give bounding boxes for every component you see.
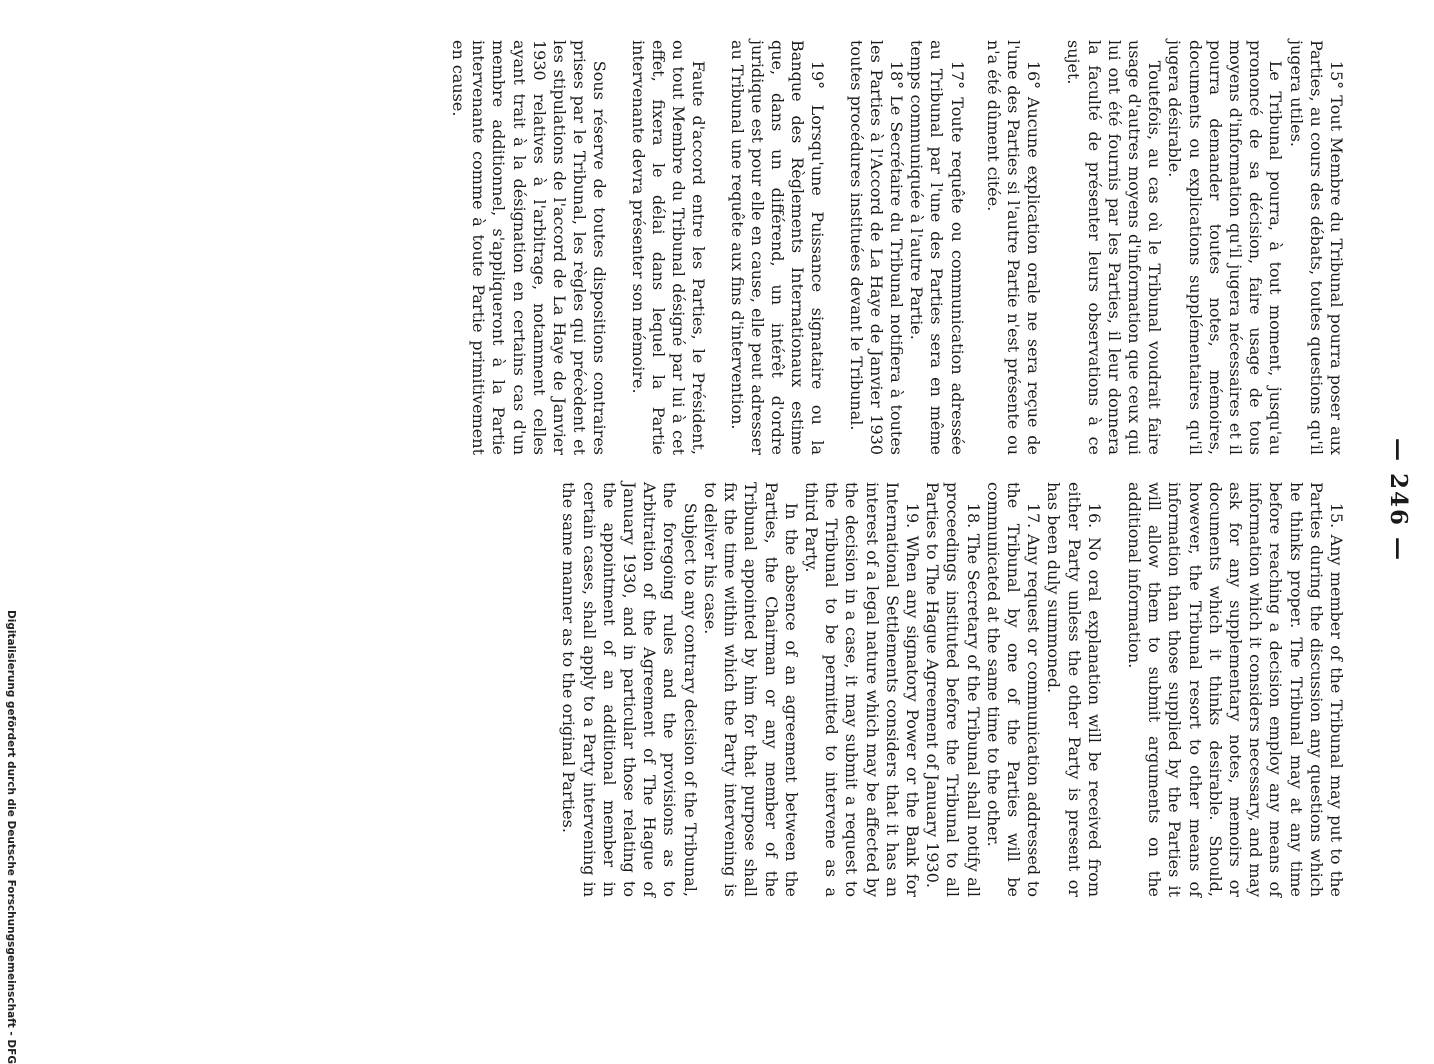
fr-paragraph-16: 16° Aucune explication orale ne sera reçue de l'une des Parties si l'autre Partie n'est présente ou n'a été dûment citée. <box>983 40 1044 455</box>
digitization-footer <box>0 0 20 1064</box>
rotated-page <box>449 0 1420 1000</box>
en-paragraph-19b: In the absence of an agreement between the Parties, the Chairman or any member of the Tribunal appointed by him for that purpose shall fix the time within which the Party intervening is to deliver his case. <box>700 482 801 897</box>
en-paragraph-18: 18. The Secretary of the Tribunal shall notify all proceedings instituted before the Tribunal to all Parties to The Hague Agreement of January 1930. <box>923 482 983 897</box>
fr-paragraph-final: Sous réserve de toutes dispositions contraires prises par le Tribunal, les règles qui précèdent et les stipulations de l'accord de La Haye de Janvier 1930 relatives à l'arbitrage, notamment celles ayant trait à la désignation en certains cas d'un membre additionnel, s'appliqueront à la Partie intervenante comme à toute Partie primitivement en cause. <box>449 40 610 455</box>
fr-paragraph-19b: Faute d'accord entre les Parties, le Président, ou tout Membre du Tribunal désigné par lui à cet effet, fixera le délai dans lequel la Partie intervenante devra présenter son mémoire. <box>628 40 709 455</box>
french-column <box>448 40 1346 455</box>
fr-paragraph-18: 18° Le Secrétaire du Tribunal notifiera à toutes les Parties à l'Accord de La Haye de Janvier 1930 toutes procédures instituées devant le Tribunal. <box>846 40 906 455</box>
footer-credit: Digitalisierung gefördert durch die Deutsche Forschungsgemeinschaft - DFG <box>5 610 17 1064</box>
fr-paragraph-19: 19° Lorsqu'une Puissance signataire ou la Banque des Règlements Internationaux estime que, dans un différend, un intérêt d'ordre juridique est pour elle en cause, elle peut adresser au Tribunal une requête aux fins d'intervention. <box>727 40 828 455</box>
fr-paragraph-17: 17° Toute requête ou communication adressée au Tribunal par l'une des Parties sera en même temps communiquée à l'autre Partie. <box>907 40 967 455</box>
en-paragraph-17: 17. Any request or communication addressed to the Tribunal by one of the Parties will be communicated at the same time to the other. <box>983 482 1044 897</box>
page-number: — 246 — <box>1385 437 1412 563</box>
fr-paragraph-15c: Toutefois, au cas où le Tribunal voudrait faire usage d'autres moyens d'information que ceux qui lui ont été fournis par les Parties, il leur donnera la faculté de présenter leurs observations à ce sujet. <box>1064 40 1165 455</box>
fr-paragraph-15: 15° Tout Membre du Tribunal pourra poser aux Parties, au cours des débats, toutes questions qu'il jugera utiles. <box>1286 40 1346 455</box>
en-paragraph-15: 15. Any member of the Tribunal may put to the Parties during the discussion any questions which he thinks proper. The Tribunal may at any time before reaching a decision employ any means of information which it considers necessary, and may ask for any supplementary notes, memoirs or documents which it thinks desirable. Should, however, the Tribunal resort to other means of information than those supplied by the Parties it will allow them to submit arguments on the additional information. <box>1124 482 1346 897</box>
en-paragraph-final: Subject to any contrary decision of the Tribunal, the foregoing rules and the provisions as to Arbitration of the Agreement of The Hague of January 1930, and in particular those relating to the appointment of an additional member in certain cases, shall apply to a Party intervening in the same manner as to the original Parties. <box>559 482 700 897</box>
en-paragraph-16: 16. No oral explanation will be received from either Party unless the other Party is present or has been duly summoned. <box>1044 482 1104 897</box>
en-paragraph-19: 19. When any signatory Power or the Bank for International Settlements considers that it has an interest of a legal nature which may be affected by the decision in a case, it may submit a request to the Tribunal to be permitted to intervene as a third Party. <box>801 482 922 897</box>
fr-paragraph-15b: Le Tribunal pourra, à tout moment, jusqu'au prononcé de sa décision, faire usage de tous moyens d'information qu'il jugera nécessaires et il pourra demander toutes notes, mémoires, documents ou explications supplémentaires qu'il jugera désirable. <box>1165 40 1286 455</box>
english-column <box>558 482 1346 897</box>
